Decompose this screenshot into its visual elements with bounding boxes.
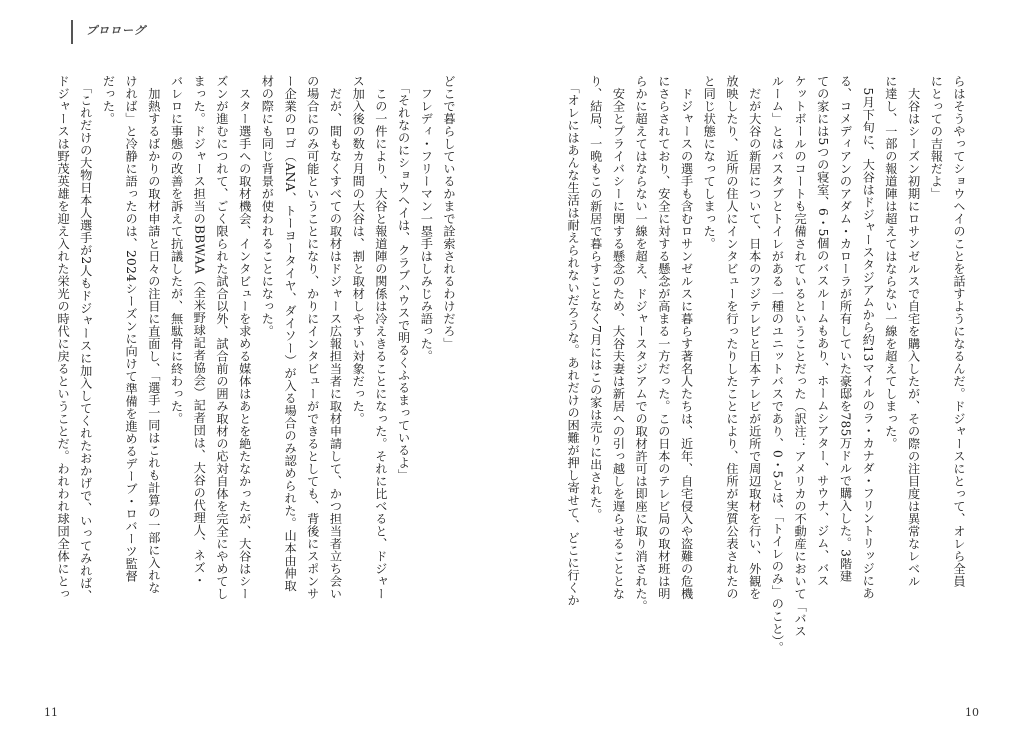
text-line: まった。ドジャース担当のBBWAA（全米野球記者協会）記者団は、大谷の代理人、ネズ・ (192, 75, 207, 587)
text-line: ドジャースの選手も含むロサンゼルスに暮らす著名人たちは、近年、自宅侵入や盗難の危機 (679, 75, 694, 600)
text-line: 「これだけの大物日本人選手が2人もドジャースに加入してくれたおかげで、いってみれば、 (78, 75, 93, 602)
text-line: にさらされており、安全に対する懸念が高まる一方だった。この日本のテレビ局の取材班は明 (656, 75, 671, 600)
text-line: らはそうやってショウヘイのことを話すようになるんだ。ドジャースにとって、オレら全員 (952, 75, 966, 588)
chapter-header: プロローグ (86, 24, 146, 37)
text-line: ー企業のロゴ（ANA、トーヨータイヤ、ダイソー）が入る場合のみ認められた。山本由伸取 (283, 75, 298, 592)
left-page-body (56, 75, 460, 685)
text-line: ければ」と冷静に語ったのは、2024シーズンに向けて準備を進めるデーブ・ロバーツ監督 (124, 75, 139, 583)
text-line: 安全とプライバシーに関する懸念のため、大谷夫妻は新居への引っ越しを遅らせることとな (611, 75, 626, 600)
text-line: スター選手への取材機会、インタビューを求める媒体はあとを絶たなかったが、大谷はシー (237, 75, 252, 600)
text-line: 大谷はシーズン初期にロサンゼルスで自宅を購入したが、その際の注目度は異常なレベル (906, 75, 921, 588)
text-line: 「それなのにショウヘイは、クラブハウスで明るくふるまっているよ」 (396, 75, 411, 482)
text-line: この一件により、大谷と報道陣の関係は冷えきることになった。それに比べると、ドジャー (373, 75, 388, 600)
text-line: フレディ・フリーマン一塁手はしみじみ語った。 (419, 75, 434, 363)
text-line: 加熱するばかりの取材申請と日々の注目に直面し、「選手一同はこれも計算の一部に入れな (146, 75, 161, 594)
text-line: どこで暮らしているかまで詮索されるわけだろ」 (442, 75, 456, 350)
text-line: の場合にのみ可能ということになり、かりにインタビューができるとしても、背後にスポンサ (305, 75, 320, 600)
text-line: だが大谷の新居について、日本のフジテレビと日本テレビが近所で周辺取材を行い、外観を (747, 75, 762, 600)
text-line: にとっての吉報だよ」 (929, 75, 944, 200)
text-line: と同じ状態になってしまった。 (702, 75, 717, 250)
text-line: 放映したり、近所の住人にインタビューを行ったりしたことにより、住所が実質公表されたの (724, 75, 739, 600)
text-line: り、結局、一晩もこの新居で暮らすことなく7月にはこの家は売りに出された。 (588, 75, 603, 521)
text-line: ルーム」とはバスタブとトイレがある一種のユニットバスであり、0・5とは、「トイレのみ」のこと）。 (770, 75, 785, 654)
text-line: 「オレにはあんな生活は耐えられないだろうな。あれだけの困難が押し寄せて、どこに行くか (566, 75, 581, 607)
text-line: ズンが進むにつれて、ごく限られた試合以外、試合前の囲み取材の応対自体を完全にやめてし (214, 75, 229, 600)
text-line: だが、間もなくすべての取材はドジャース広報担当者に取材申請して、かつ担当者立ち会い (328, 75, 343, 600)
text-line: ケットボールのコートも完備されているということだった（訳注：アメリカの不動産において「バス (793, 75, 808, 638)
left-page-number: 11 (44, 706, 58, 719)
text-line: バレロに事態の改善を訴えて抗議したが、無駄骨に終わった。 (169, 75, 184, 425)
text-line: だった。 (101, 75, 116, 125)
text-line: ドジャースは野茂英雄を迎え入れた栄光の時代に戻るということだ。われわれ球団全体にとっ (56, 75, 71, 600)
right-page-body (566, 75, 970, 685)
text-line: ス加入後の数カ月間の大谷は、割と取材しやすい対象だった。 (351, 75, 366, 425)
right-page-number: 10 (965, 706, 979, 719)
header-rule (71, 20, 73, 44)
text-line: 5月下旬に、大谷はドジャースタジアムから約13マイルのラ・カナダ・フリントリッジにあ (861, 75, 876, 600)
text-line: ての家には5つの寝室、6・5個のバスルームもあり、ホームシアター、サウナ、ジム、バス (815, 75, 830, 587)
text-line: に達し、一部の報道陣は超えてはならない一線を超えてしまった。 (883, 75, 898, 450)
text-line: らかに超えてはならない一線を超え、ドジャースタジアムでの取材許可は即座に取り消された。 (634, 75, 649, 613)
text-line: 材の際にも同じ背景が使われることになった。 (260, 75, 275, 338)
text-line: る、コメディアンのアダム・カローラが所有していた豪邸を785万ドルで購入した。3階建 (838, 75, 853, 583)
